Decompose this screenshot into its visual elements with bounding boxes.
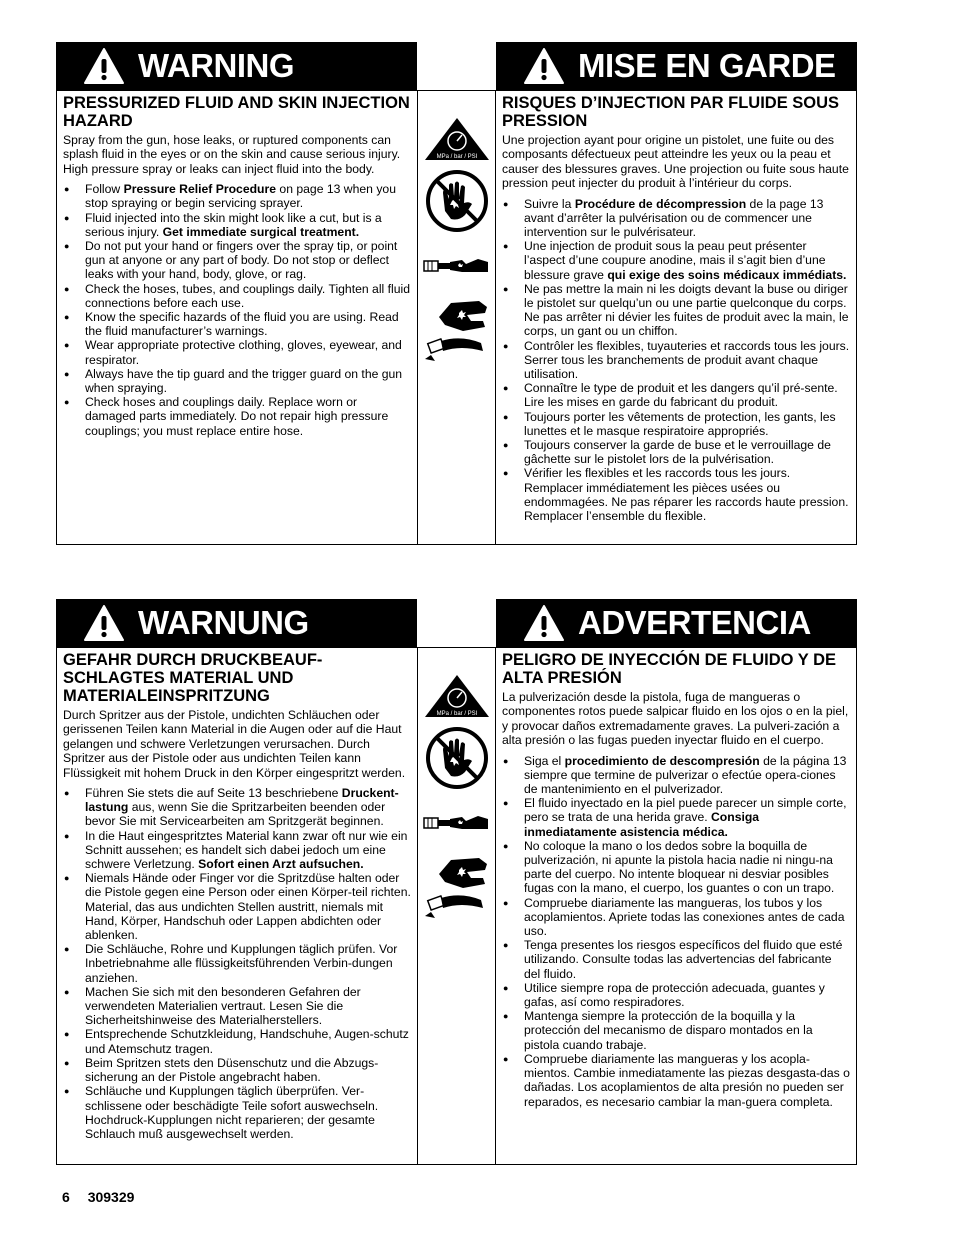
- bullet-item: [63, 942, 411, 985]
- bullet-text: de la page 13 avant d’arrêter la pulvérisation ou de commencer une intervention sur le pulvérisateur.: [524, 196, 824, 240]
- bullet-list: [502, 197, 851, 524]
- bullet-text: Siga el: [524, 753, 565, 768]
- warning-triangle-icon: [522, 603, 566, 643]
- bullet-item: [502, 438, 851, 466]
- bullet-item: [63, 1084, 411, 1141]
- bullet-item: [502, 1052, 851, 1109]
- hose-coupling-icon: [422, 814, 492, 832]
- bullet-text: Utilice siempre ropa de protección adecuada, guantes y gafas, así como respiradores.: [524, 980, 825, 1010]
- bullet-text: Know the specific hazards of the fluid you are using. Read the fluid manufacturer’s warnings.: [85, 310, 399, 339]
- bullet-item: [63, 871, 411, 942]
- section-intro: Spray from the gun, hose leaks, or ruptured components can splash fluid in the eyes or on the skin and cause serious injury. High pressure spray or leaks can inject fluid into the body.: [63, 133, 401, 176]
- french-section: [496, 91, 857, 544]
- bullet-item: [63, 310, 411, 338]
- bullet-text: Check hoses and couplings daily. Replace worn or damaged parts immediately. Do not repair high pressure couplings; you must replace entire hose.: [85, 395, 389, 438]
- bullet-item: [63, 182, 411, 210]
- bullet-text: Tenga presentes los riesgos específicos del fluido que esté utilizando. Consulte todas las advertencias del fabricante del fluido.: [524, 938, 843, 981]
- warning-triangle-icon: [522, 46, 566, 86]
- warnung-header: [56, 599, 417, 647]
- bullet-item: [502, 466, 851, 523]
- bullet-text: Führen Sie stets die auf Seite 13 beschriebene: [85, 786, 342, 801]
- bullet-item: [502, 1009, 851, 1052]
- bullet-item: [63, 786, 411, 829]
- advertencia-header: [496, 599, 857, 647]
- warning-block-bottom: [56, 599, 857, 1141]
- bullet-text: Die Schläuche, Rohre und Kupplungen täglich prüfen. Vor Inbetriebnahme alle flüssigkeitsführenden Verbin-dungen anziehen.: [85, 942, 398, 985]
- bullet-item: [63, 1027, 411, 1055]
- hose-leak-hand-icon: [421, 856, 493, 924]
- section-intro: Durch Spritzer aus der Pistole, undichten Schläuchen oder gerissenen Teilen kann Material in die Augen oder auf die Haut gelangen und schwere Verletzungen verursachen. Durch Spritzer aus der Pistole oder aus undichten Teilen kann Flüssigkeit mit hohem Druck in den Körper eingespritzt werden.: [63, 708, 406, 780]
- bullet-text: Connaître le type de produit et les dangers qu’il pré-sente. Lire les mises en garde du fabricant du produit.: [524, 381, 838, 410]
- hazard-icons-column: [418, 648, 496, 1164]
- bullet-text: Machen Sie sich mit den besonderen Gefahren der verwendeten Materialien vertraut. Lesen Sie die Sicherheitshinweise des Materialherstellers.: [85, 984, 361, 1028]
- bullet-text: Entsprechende Schutzkleidung, Handschuhe, Augen-schutz und Atemschutz tragen.: [85, 1027, 409, 1056]
- bullet-item: [63, 367, 411, 395]
- page-number: 6: [62, 1189, 70, 1205]
- pressure-gauge-triangle-icon: [424, 117, 490, 161]
- header-title: ADVERTENCIA: [578, 604, 811, 641]
- bullet-text: Vérifier les flexibles et les raccords tous les jours. Remplacer immédiatement les pièces usées ou endommagées. Ne pas réparer les raccords haute pression. Remplacer l’ensemble du flexible.: [524, 466, 849, 524]
- bullet-item: [502, 896, 851, 939]
- bullet-item: [502, 282, 851, 339]
- bullet-bold-text: Get immediate surgical treatment.: [162, 224, 360, 239]
- bullet-item: [502, 339, 851, 382]
- bullet-text: El fluido inyectado en la piel puede parecer un simple corte, pero se trata de una herida grave.: [524, 796, 847, 825]
- german-section: [57, 648, 418, 1164]
- bullet-text: de la página 13 siempre que termine de pulverizar o efectúe opera-ciones de mantenimiento en el pulverizador.: [524, 753, 847, 797]
- bullet-bold-text: Consiga inmediatamente asistencia médica.: [524, 810, 760, 839]
- bullet-text: Toujours conserver la garde de buse et le verrouillage de gâchette sur le pistolet lors de la pulvérisation.: [524, 438, 831, 467]
- bullet-text: Follow: [85, 182, 124, 197]
- bullet-list: [63, 786, 411, 1141]
- section-subtitle: GEFAHR DURCH DRUCKBEAUF-SCHLAGTES MATERIAL UND MATERIALEINSPRITZUNG: [63, 651, 323, 705]
- bullet-item: [502, 239, 851, 282]
- bullet-item: [63, 338, 411, 366]
- bullet-item: [63, 985, 411, 1028]
- bullet-text: In die Haut eingespritztes Material kann zwar oft nur wie ein Schnitt aussehen; es handelt sich dabei jedoch um eine schwere Verletzung.: [85, 828, 408, 872]
- document-number: 309329: [87, 1189, 135, 1205]
- bullet-text: Ne pas mettre la main ni les doigts devant la buse ou diriger le pistolet sur quelqu’un ou une partie quelconque du corps. Ne pas arrêter ni dévier les fuites de produit avec la main, le corps, un gant ou un chiffon.: [524, 281, 849, 339]
- bullet-text: Wear appropriate protective clothing, gloves, eyewear, and respirator.: [85, 338, 402, 367]
- no-hand-over-tip-icon: [425, 169, 489, 233]
- bullet-item: [63, 239, 411, 282]
- bullet-text: Suivre la: [524, 196, 575, 211]
- warning-header: [56, 42, 417, 90]
- warning-triangle-icon: [82, 603, 126, 643]
- english-section: [57, 91, 418, 544]
- warning-block-top: [56, 42, 857, 524]
- bullet-text: Always have the tip guard and the trigger guard on the gun when spraying.: [85, 366, 403, 396]
- bullet-bold-text: qui exige des soins médicaux immédiats.: [607, 267, 847, 282]
- bullet-item: [63, 282, 411, 310]
- bullet-item: [502, 796, 851, 839]
- bullet-text: Compruebe diariamente las mangueras, los tubos y los acoplamientos. Apriete todas las conexiones antes de cada uso.: [524, 895, 845, 939]
- bullet-text: Check the hoses, tubes, and couplings daily. Tighten all fluid connections before each use.: [85, 281, 410, 310]
- bullet-item: [502, 410, 851, 438]
- bullet-text: aus, wenn Sie die Spritzarbeiten beenden oder bevor Sie mit Servicearbeiten am Spritzgerät beginnen.: [85, 800, 386, 829]
- bullet-item: [63, 395, 411, 438]
- bullet-text: No coloque la mano o los dedos sobre la boquilla de pulverización, ni apunte la pistola hacia nadie ni ningu-na parte del cuerpo. No intente bloquear ni desviar posibles fugas con la mano, el cuerpo, los guantes o con un trapo.: [524, 838, 835, 896]
- gauge-label: MPa / bar / PSI: [436, 711, 478, 717]
- bullet-text: Beim Spritzen stets den Düsenschutz und die Abzugs-sicherung an der Pistole angebracht haben.: [85, 1055, 379, 1085]
- bullet-text: on page 13 when you stop spraying or begin servicing sprayer.: [85, 182, 396, 211]
- bullet-item: [502, 381, 851, 409]
- section-subtitle: PELIGRO DE INYECCIÓN DE FLUIDO Y DE ALTA PRESIÓN: [502, 651, 837, 687]
- bullet-bold-text: Procédure de décompression: [574, 196, 747, 211]
- warning-triangle-icon: [82, 46, 126, 86]
- bullet-bold-text: Druckent-lastung: [85, 786, 399, 815]
- bullet-bold-text: procedimiento de descompresión: [564, 753, 760, 768]
- bullet-item: [502, 938, 851, 981]
- spanish-section: [496, 648, 857, 1164]
- bullet-text: Toujours porter les vêtements de protection, les gants, les lunettes et le masque respiratoire appropriés.: [524, 409, 836, 438]
- bullet-text: Contrôler les flexibles, tuyauteries et raccords tous les jours. Serrer tous les branchements de produit avant chaque utilisation.: [524, 338, 850, 382]
- bullet-bold-text: Sofort einen Arzt aufsuchen.: [198, 857, 364, 872]
- bullet-item: [63, 1056, 411, 1084]
- bullet-bold-text: Pressure Relief Procedure: [123, 182, 277, 197]
- header-title: MISE EN GARDE: [578, 47, 836, 84]
- bullet-text: Mantenga siempre la protección de la boquilla y la protección del mecanismo de disparo montados en la pistola cuando trabaje.: [524, 1009, 813, 1052]
- bullet-text: Fluid injected into the skin might look like a cut, but is a serious injury.: [85, 210, 382, 239]
- hose-coupling-icon: [422, 257, 492, 275]
- bullet-item: [502, 197, 851, 240]
- section-subtitle: RISQUES D’INJECTION PAR FLUIDE SOUS PRESSION: [502, 94, 840, 130]
- gauge-label: MPa / bar / PSI: [436, 154, 478, 160]
- section-intro: Une projection ayant pour origine un pistolet, une fuite ou des composants défectueux peut atteindre les yeux ou la peau et causer des blessures graves. Une projection ou fuite sous haute pression peut injecter du produit à l’intérieur du corps.: [502, 133, 849, 191]
- no-hand-over-tip-icon: [425, 726, 489, 790]
- pressure-gauge-triangle-icon: [424, 674, 490, 718]
- section-intro: La pulverización desde la pistola, fuga de mangueras o componentes rotos puede salpicar fluido en los ojos o en la piel, y provocar daños extremadamente graves. La pulveri-zación a alta presión o las fugas pueden inyectar fluido en el cuerpo.: [502, 690, 849, 748]
- bullet-text: Compruebe diariamente las mangueras y los acopla-mientos. Cambie inmediatamente las piezas desgasta-das o dañadas. Los acoplamientos de alta presión no pueden ser reparados, es necesario cambiar la man-guera completa.: [524, 1051, 850, 1109]
- bullet-item: [502, 981, 851, 1009]
- bullet-text: Niemals Hände oder Finger vor die Spritzdüse halten oder die Pistole gegen eine Person oder einen Körper-teil richten. Material, das aus undichten Stellen austritt, niemals mit Hand, Körper, Handschuh oder Lappen abdichten oder ablenken.: [85, 871, 411, 943]
- bullet-text: Une injection de produit sous la peau peut présenter l’aspect d’une coupure anodine, mais il s’agit bien d’une blessure grave: [524, 239, 826, 282]
- bullet-item: [502, 839, 851, 896]
- bullet-item: [502, 754, 851, 797]
- bullet-text: Schläuche und Kupplungen täglich überprüfen. Ver-schlissene oder beschädigte Teile sofort auswechseln. Hochdruck-Kupplungen nicht reparieren; der gesamte Schlauch muß ausgewechselt werden.: [85, 1084, 379, 1141]
- page-footer: [62, 1189, 148, 1205]
- bullet-list: [502, 754, 851, 1109]
- bullet-text: Do not put your hand or fingers over the spray tip, or point gun at anyone or any part of body. Do not stop or deflect leaks with your hand, body, glove, or rag.: [85, 239, 398, 282]
- hose-leak-hand-icon: [421, 299, 493, 367]
- mise-en-garde-header: [496, 42, 857, 90]
- bullet-list: [63, 182, 411, 438]
- header-title: WARNUNG: [138, 604, 309, 641]
- bullet-item: [63, 829, 411, 872]
- bullet-item: [63, 211, 411, 239]
- section-subtitle: PRESSURIZED FLUID AND SKIN INJECTION HAZARD: [63, 94, 410, 130]
- hazard-icons-column: [418, 91, 496, 544]
- header-title: WARNING: [138, 47, 294, 84]
